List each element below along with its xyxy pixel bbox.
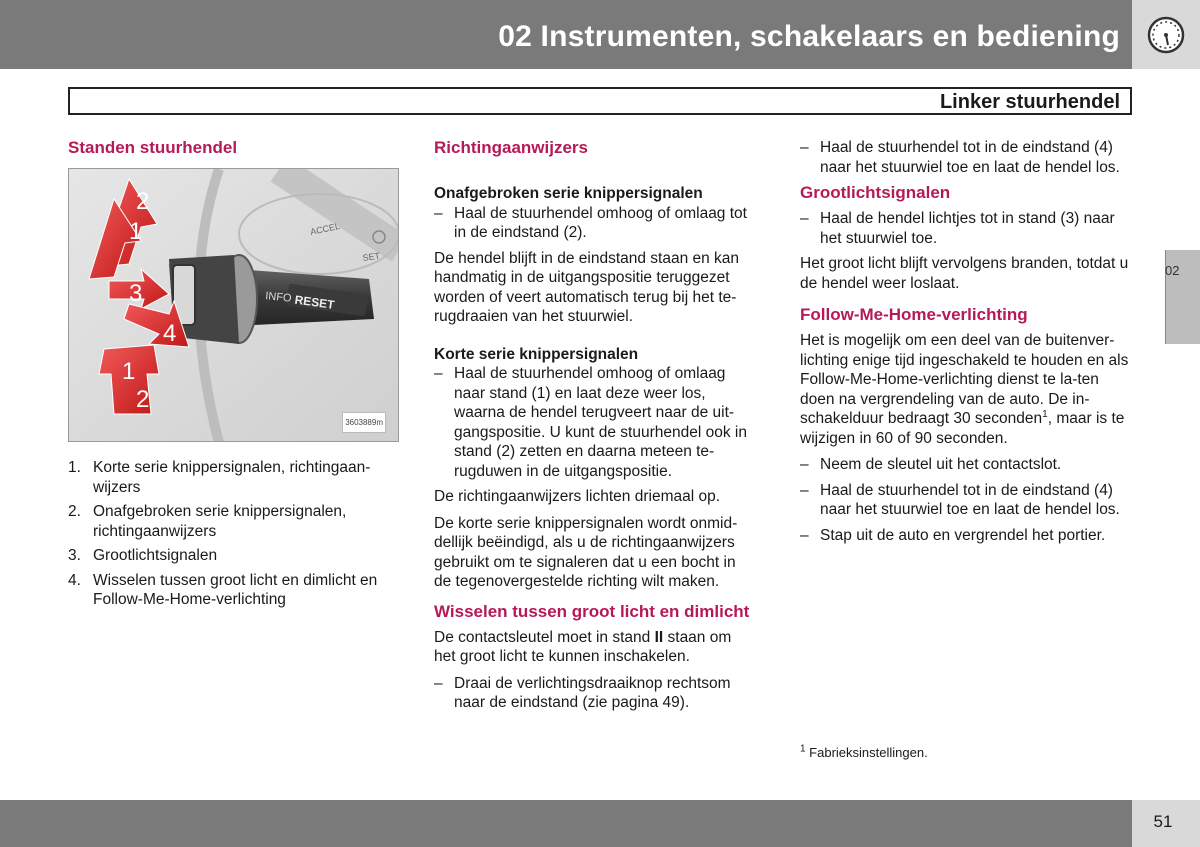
list-item: 2. Onafgebroken serie knippersignalen, richtingaanwijzers <box>68 503 347 540</box>
instruction-step: – Neem de sleutel uit het contactslot. <box>800 456 1062 473</box>
figure-code: 3603889m <box>342 412 386 434</box>
paragraph: De korte serie knippersignalen wordt onmid-dellijk beëindigd, als u de richtingaanwijzers gebruikt om te signaleren dat u een bocht in de tegenovergestelde richting wilt maken. <box>434 514 738 590</box>
column-1 <box>68 138 398 615</box>
arrow-number-4: 4 <box>163 320 177 347</box>
instruction-step: – Haal de stuurhendel tot in de eindstand (4) naar het stuurwiel toe en laat de hendel los. <box>800 481 1120 518</box>
instruction-step: – Haal de stuurhendel omhoog of omlaag tot in de eindstand (2). <box>434 204 747 241</box>
chapter-title: 02 Instrumenten, schakelaars en bediening <box>498 20 1120 53</box>
heading-grootlichtsignalen: Grootlichtsignalen <box>800 183 951 202</box>
fig-label-accel: ACCEL <box>309 220 341 237</box>
fig-label-reset: RESET <box>293 292 336 313</box>
instruction-step: – Stap uit de auto en vergrendel het portier. <box>800 526 1106 544</box>
footnote: $^1$ Fabrieksinstellingen. <box>800 743 928 760</box>
column-3 <box>800 138 1135 551</box>
paragraph-follow-me-home: Het is mogelijk om een deel van de buitenver-lichting enige tijd ingeschakeld te houden en als Follow-Me-Home-verlichting dienst te la-ten doen na vergrendeling van de auto. De in-schakelduur bedraagt 30 seconden$^1$, maar is te wijzigen in 60 of 90 seconden. <box>800 332 1129 447</box>
speedometer-icon <box>1146 15 1186 55</box>
heading-wisselen: Wisselen tussen groot licht en dimlicht <box>434 601 750 621</box>
header-bar <box>0 0 1132 69</box>
list-item: 3. Grootlichtsignalen <box>68 547 218 564</box>
subheading-onafgebroken: Onafgebroken serie knippersignalen <box>434 185 703 202</box>
stalk-illustration <box>68 168 399 442</box>
paragraph: Het groot licht blijft vervolgens branden, totdat u de hendel weer loslaat. <box>800 255 1129 292</box>
arrow-number-2-bottom: 2 <box>136 386 150 413</box>
section-title: Linker stuurhendel <box>939 91 1120 113</box>
instruction-step: – Haal de stuurhendel omhoog of omlaag naar stand (1) en laat deze weer los, waarna de hendel terugveert naar de uit-gangspositie. U kunt de stuurhendel ook in stand (2) zetten en daarna meteen te-rugduwen in de uitgangspositie. <box>434 365 747 480</box>
arrow-number-3: 3 <box>129 280 143 307</box>
heading-standen-stuurhendel: Standen stuurhendel <box>68 138 238 157</box>
list-item: 1. Korte serie knippersignalen, richtingaan-wijzers <box>68 459 371 496</box>
arrow-number-1-bottom: 1 <box>122 358 136 385</box>
stalk-drawing <box>69 169 399 442</box>
page-number: 51 <box>1153 812 1173 831</box>
section-title-box <box>68 87 1132 115</box>
subheading-korte-serie: Korte serie knippersignalen <box>434 345 639 363</box>
arrow-number-1-top: 1 <box>129 218 143 245</box>
header-icon-box <box>1132 0 1200 69</box>
chapter-tab-label: 02 <box>1165 263 1180 278</box>
fig-label-info: INFO <box>264 290 293 305</box>
instruction-step: – Draai de verlichtingsdraaiknop rechtsom naar de eindstand (zie pagina 49). <box>434 674 731 711</box>
instruction-step: – Haal de hendel lichtjes tot in stand (3) naar het stuurwiel toe. <box>800 210 1115 247</box>
footer-bar <box>0 800 1132 847</box>
paragraph-contactsleutel: De contactsleutel moet in stand II staan om het groot licht te kunnen inschakelen. <box>434 628 732 665</box>
heading-richtingaanwijzers: Richtingaanwijzers <box>434 138 588 157</box>
instruction-step: – Haal de stuurhendel tot in de eindstand (4) naar het stuurwiel toe en laat de hendel los. <box>800 139 1120 176</box>
fig-label-set: SET <box>361 250 381 263</box>
paragraph: De richtingaanwijzers lichten driemaal op. <box>434 488 721 505</box>
list-item: 4. Wisselen tussen groot licht en dimlicht en Follow-Me-Home-verlichting <box>68 571 378 608</box>
heading-follow-me-home: Follow-Me-Home-verlichting <box>800 305 1028 324</box>
paragraph: De hendel blijft in de eindstand staan en kan handmatig in de uitgangspositie teruggezet worden of veert automatisch terug bij het te-rugdraaien van het stuurwiel. <box>434 249 740 325</box>
arrow-number-2-top: 2 <box>136 188 150 215</box>
page-number-box <box>1132 800 1200 847</box>
column-2 <box>434 138 756 719</box>
